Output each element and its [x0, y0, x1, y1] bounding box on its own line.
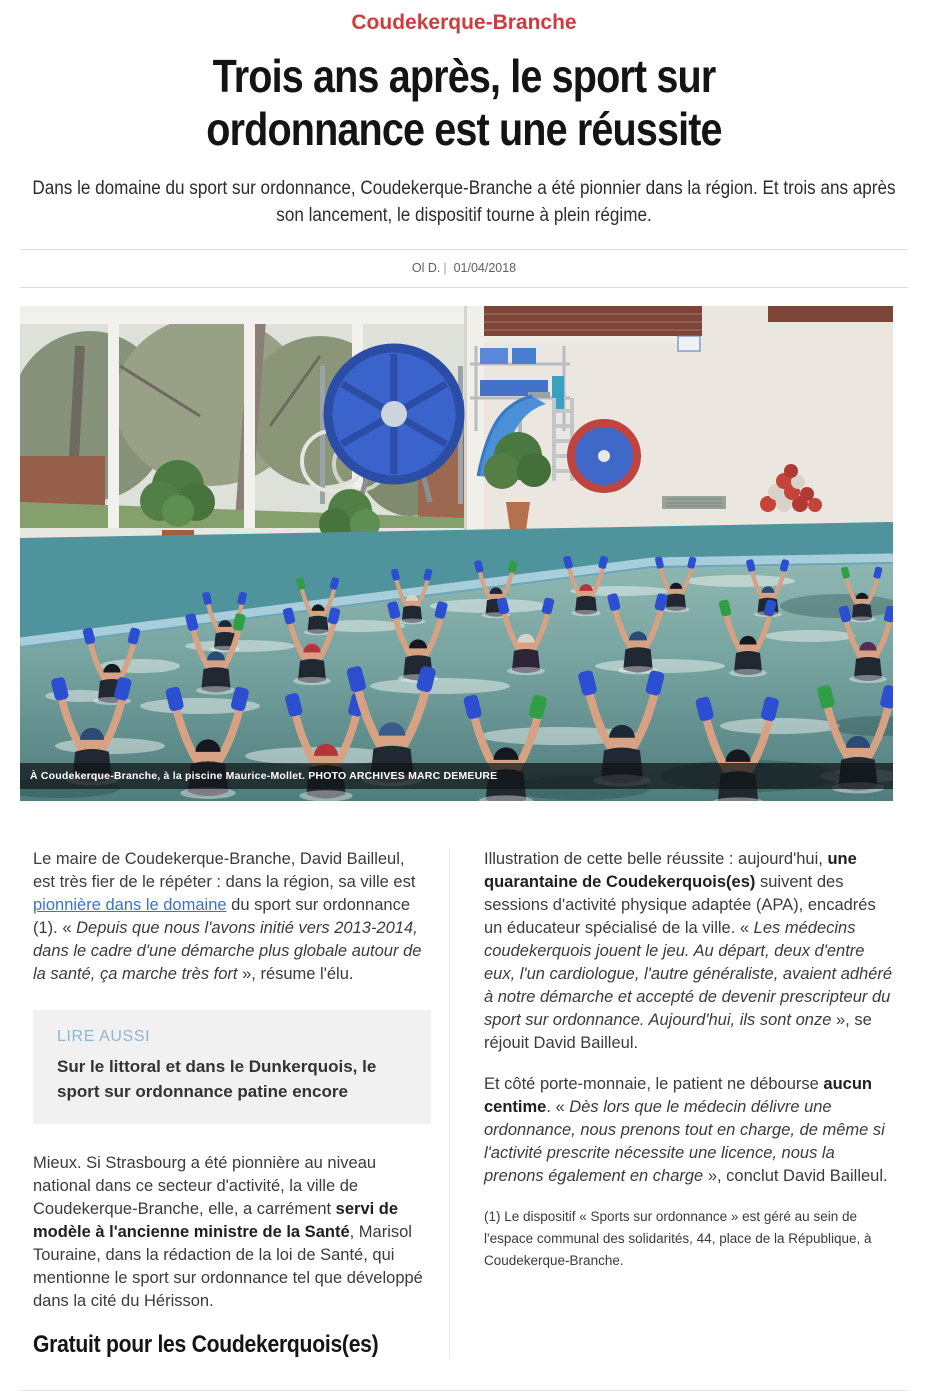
category-link[interactable]: Coudekerque-Branche — [351, 11, 577, 34]
section-heading: Gratuit pour les Coudekerquois(es) — [33, 1331, 379, 1358]
inline-link[interactable]: pionnière dans le domaine — [33, 896, 227, 914]
quote-run: Les médecins coudekerquois jouent le jeu. Au départ, deux d'entre eux, l'un cardiologue, l'autre généraliste, avaient adhéré à notre démarche et accepté de devenir prescripteur du sport sur ordonnance. Aujourd'hui, ils sont onze — [484, 919, 893, 1029]
lire-aussi-box — [33, 1010, 431, 1124]
text-run: », se réjouit David Bailleul. — [484, 1011, 872, 1052]
text-run: », résume l'élu. — [237, 965, 354, 983]
byline-date: 01/04/2018 — [453, 261, 517, 275]
lire-aussi-label: LIRE AUSSI — [57, 1028, 151, 1045]
wall-vent — [662, 496, 726, 509]
bold-run: une quarantaine de Coudekerquois(es) — [484, 850, 857, 891]
text-run: Mieux. Si Strasbourg a été pionnière au niveau national dans ce secteur d'activité, la ville de Coudekerque-Branche, elle, a carrément — [33, 1154, 377, 1218]
column-right — [449, 848, 895, 1359]
title-line-2: ordonnance est une réussite — [206, 103, 722, 155]
paragraph — [484, 1073, 895, 1188]
bold-run: aucun centime — [484, 1075, 872, 1116]
byline-separator: | — [443, 261, 447, 275]
paragraph — [484, 848, 895, 1055]
bottom-divider — [20, 1390, 908, 1391]
byline — [20, 249, 908, 288]
article-page — [20, 0, 908, 1359]
byline-author: Ol D. — [411, 261, 441, 275]
text-run: Le maire de Coudekerque-Branche, David Bailleul, est très fier de le répéter : dans la région, sa ville est — [33, 850, 416, 891]
article-photo — [20, 306, 893, 801]
quote-run: Dès lors que le médecin délivre une ordonnance, nous prenons tout en charge, de même si l'activité prescrite nécessite une licence, nous la prenons également en charge — [484, 1098, 885, 1185]
text-run: suivent des sessions d'activité physique adaptée (APA), encadrés un éducateur spécialisé de la ville. « — [484, 873, 876, 937]
lire-aussi-link[interactable]: Sur le littoral et dans le Dunkerquois, le sport sur ordonnance patine encore — [57, 1057, 377, 1101]
article-lede: Dans le domaine du sport sur ordonnance, Coudekerque-Branche a été pionnier dans la région. Et trois ans après son lancement, le dispositif tourne à plein régime. — [32, 178, 896, 226]
wall-sign — [678, 336, 700, 351]
text-run: Illustration de cette belle réussite : aujourd'hui, — [484, 850, 828, 868]
photo-caption: À Coudekerque-Branche, à la piscine Maurice-Mollet. PHOTO ARCHIVES MARC DEMEURE — [20, 763, 893, 789]
paragraph — [33, 848, 431, 986]
text-run: », conclut David Bailleul. — [703, 1167, 888, 1185]
text-run: du sport sur ordonnance (1). « — [33, 896, 411, 937]
footnote: (1) Le dispositif « Sports sur ordonnance » est géré au sein de l'espace communal des solidarités, 44, place de la République, à Coudekerque-Branche. — [484, 1209, 872, 1268]
paragraph — [33, 1152, 431, 1313]
page-title — [82, 50, 846, 156]
article-body — [20, 848, 908, 1359]
pool-scene-illustration — [20, 306, 893, 801]
title-line-1: Trois ans après, le sport sur — [212, 50, 716, 102]
quote-run: Depuis que nous l'avons initié vers 2013-2014, dans le cadre d'une démarche plus globale autour de la santé, ça marche très fort — [33, 919, 422, 983]
text-run: . « — [546, 1098, 570, 1116]
bold-run: servi de modèle à l'ancienne ministre de la Santé — [33, 1200, 399, 1241]
text-run: , Marisol Touraine, dans la rédaction de la loi de Santé, qui mentionne le sport sur ordonnance tel que développé dans la cité du Hérisson. — [33, 1223, 423, 1310]
text-run: Et côté porte-monnaie, le patient ne débourse — [484, 1075, 824, 1093]
column-left — [33, 848, 449, 1359]
